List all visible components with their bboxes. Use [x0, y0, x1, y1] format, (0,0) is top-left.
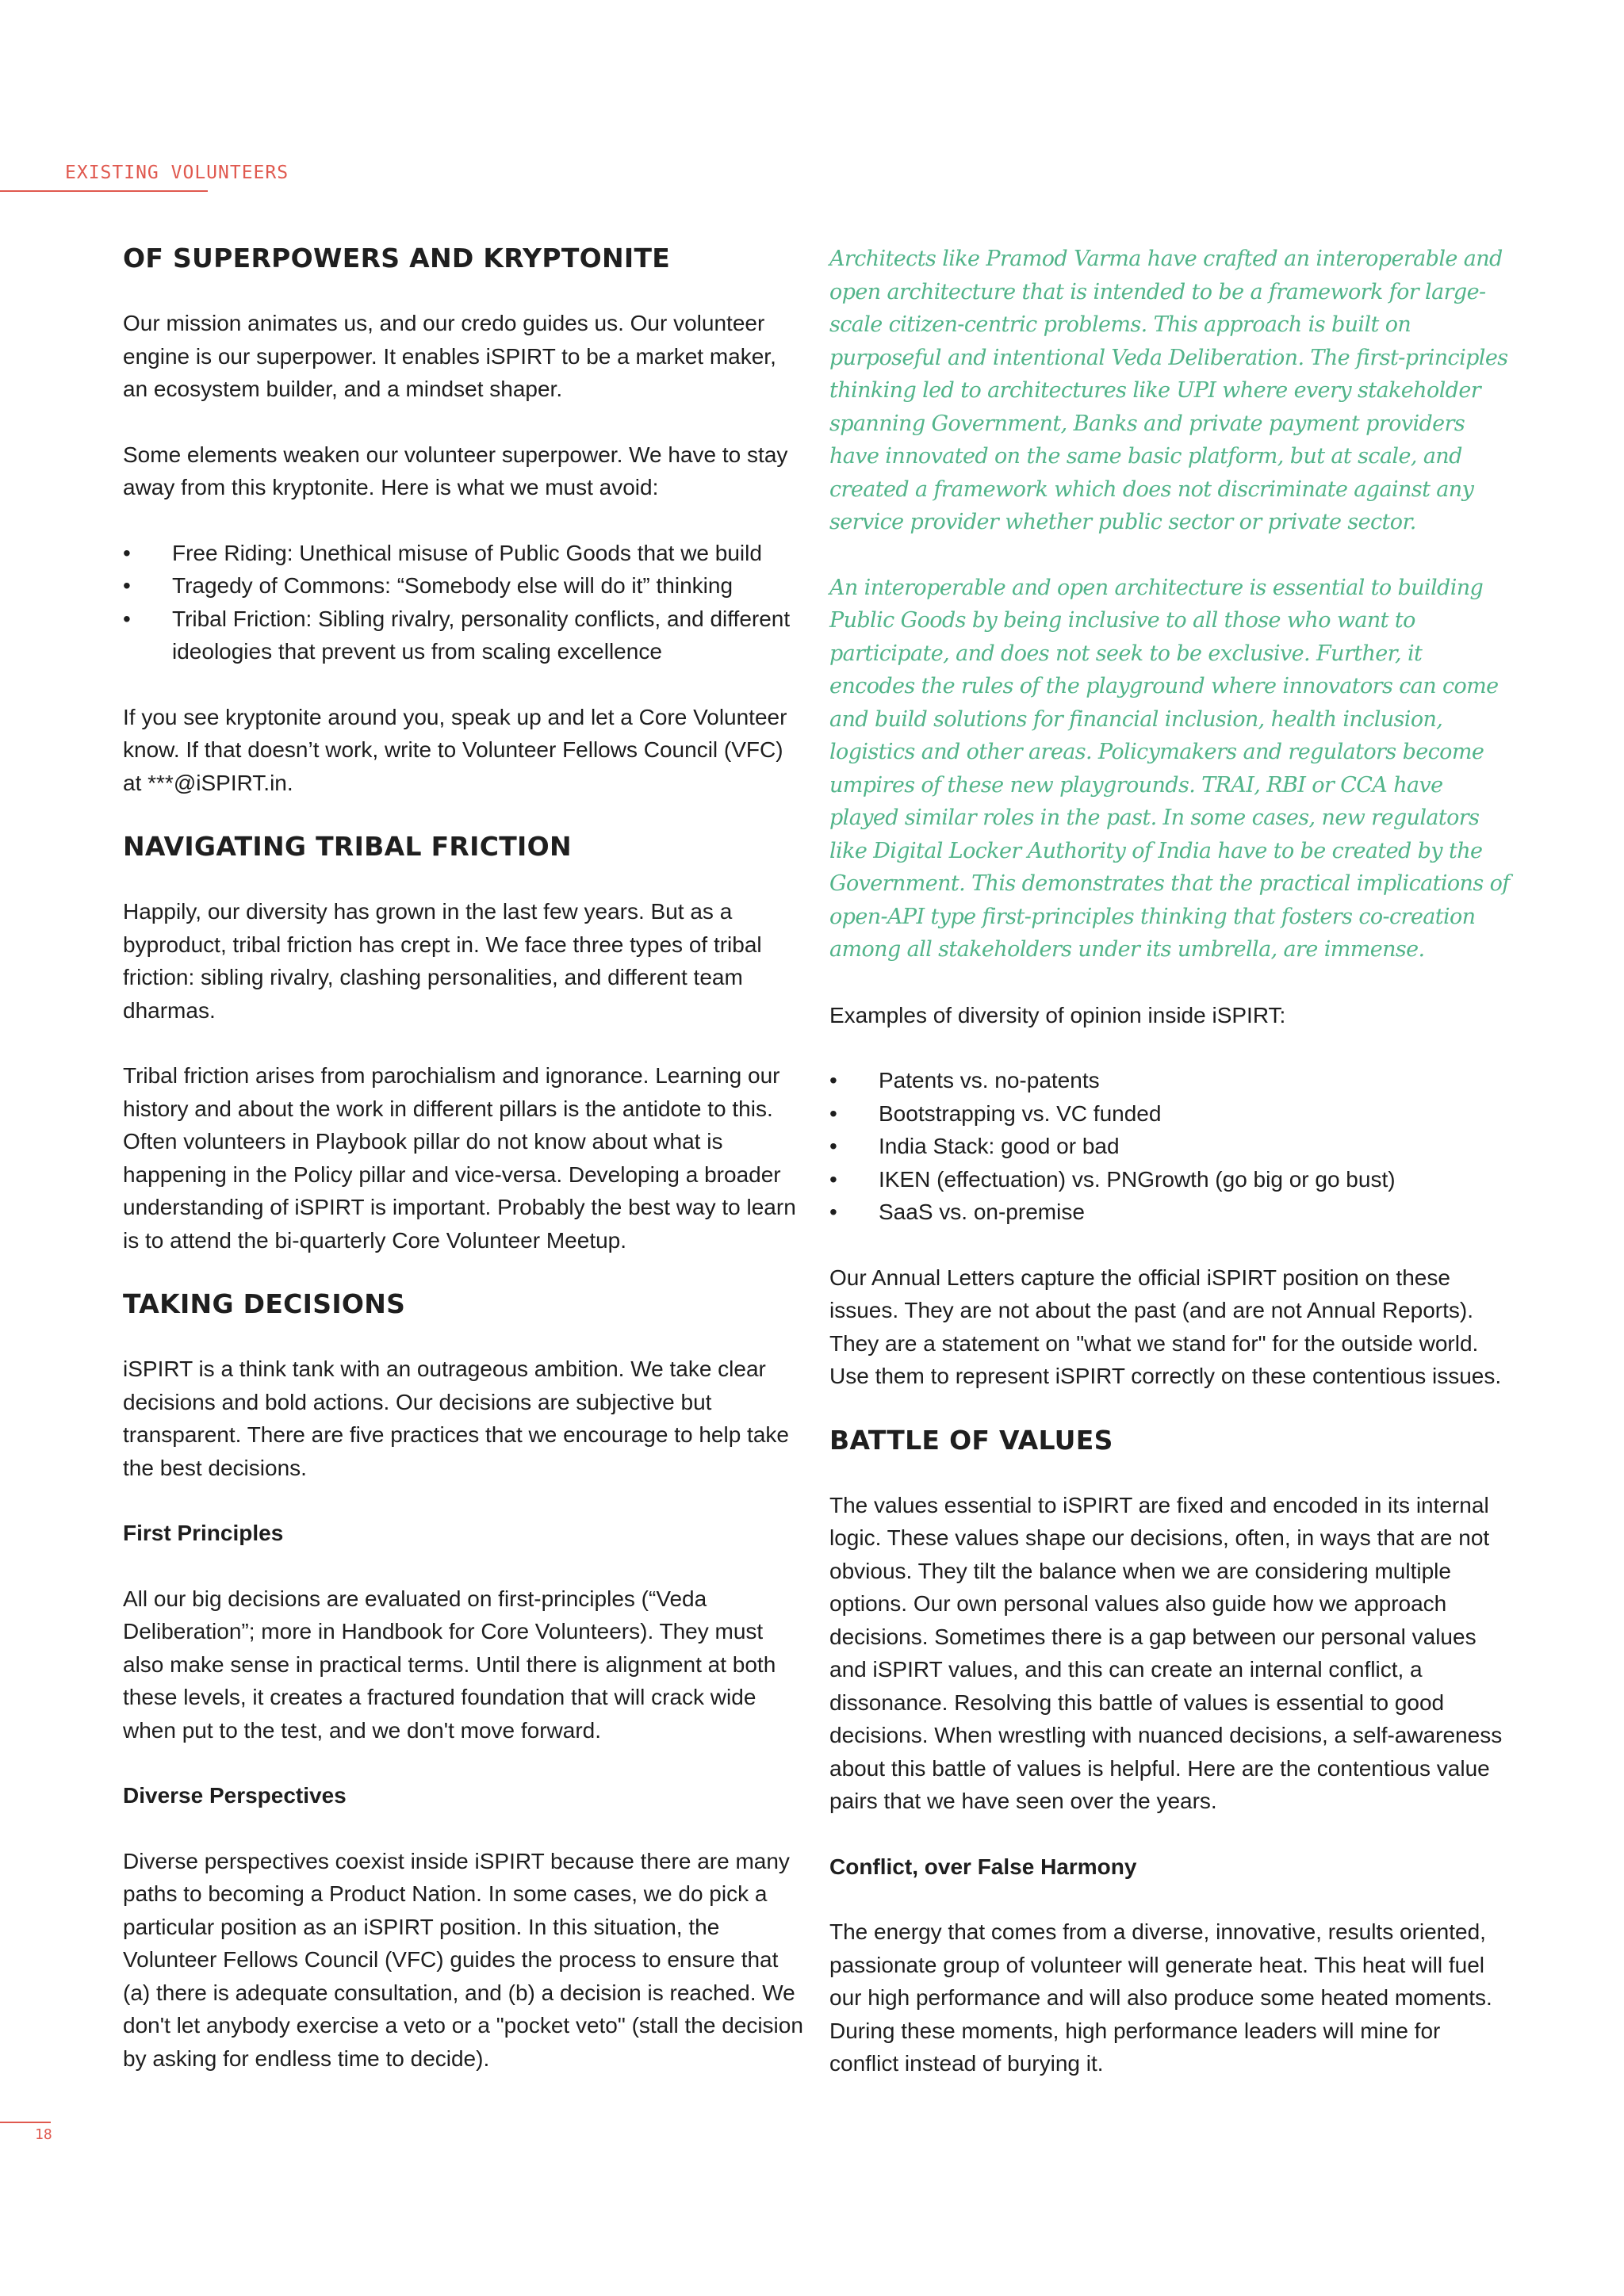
- avoid-list: [123, 537, 805, 668]
- paragraph-kryptonite: Some elements weaken our volunteer superpower. We have to stay away from this kryptonite. Here is what we must avoid:: [123, 442, 788, 499]
- heading-superpowers: OF SUPERPOWERS AND KRYPTONITE: [123, 243, 671, 274]
- section-label: EXISTING VOLUNTEERS: [65, 163, 289, 183]
- list-item: • IKEN (effectuation) vs. PNGrowth (go big or go bust): [829, 1163, 1511, 1196]
- paragraph-parochialism: Tribal friction arises from parochialism and ignorance. Learning our history and about the work in different pillars is the antidote to this. Often volunteers in Playbook pillar do not know about what is happening in the Policy pillar and vice-versa. Developing a broader understanding of iSPIRT is important. Probably the best way to learn is to attend the bi-quarterly Core Volunteer Meetup.: [123, 1063, 796, 1253]
- subheading-diverse-perspectives: Diverse Perspectives: [123, 1783, 347, 1808]
- paragraph-mission: Our mission animates us, and our credo guides us. Our volunteer engine is our superpower. It enables iSPIRT to be a market maker, an ecosystem builder, and a mindset shaper.: [123, 311, 776, 401]
- paragraph-diverse-perspectives: Diverse perspectives coexist inside iSPIRT because there are many paths to becoming a Product Nation. In some cases, we do pick a particular position as an iSPIRT position. In this situation, the Volunteer Fellows Council (VFC) guides the process to ensure that (a) there is adequate consultation, and (b) a decision is reached. We don't let anybody exercise a veto or a "pocket veto" (stall the decision by asking for endless time to decide).: [123, 1848, 803, 2071]
- list-item: • India Stack: good or bad: [829, 1130, 1511, 1163]
- left-column: [123, 243, 805, 2075]
- subheading-conflict: Conflict, over False Harmony: [829, 1854, 1137, 1879]
- list-item: • SaaS vs. on-premise: [829, 1196, 1511, 1229]
- paragraph-speak-up: If you see kryptonite around you, speak up and let a Core Volunteer know. If that doesn’t work, write to Volunteer Fellows Council (VFC) at ***@iSPIRT.in.: [123, 704, 787, 795]
- list-item: • Tribal Friction: Sibling rivalry, personality conflicts, and different ideologies that prevent us from scaling excellence: [123, 603, 805, 668]
- heading-battle-of-values: BATTLE OF VALUES: [829, 1424, 1113, 1456]
- paragraph-values: The values essential to iSPIRT are fixed and encoded in its internal logic. These values shape our decisions, often, in ways that are not obvious. They tilt the balance when we are considering multiple options. Our own personal values also guide how we approach decisions. Sometimes there is a gap between our personal values and iSPIRT values, and this can create an internal conflict, a dissonance. Resolving this battle of values is essential to good decisions. When wrestling with nuanced decisions, a self-awareness about this battle of values is helpful. Here are the contentious value pairs that we have seen over the years.: [829, 1492, 1503, 1813]
- paragraph-diversity: Happily, our diversity has grown in the last few years. But as a byproduct, tribal friction has crept in. We face three types of tribal friction: sibling rivalry, clashing personalities, and different team dharmas.: [123, 899, 762, 1023]
- paragraph-first-principles: All our big decisions are evaluated on first-principles (“Veda Deliberation”; more in Handbook for Core Volunteers). They must also make sense in practical terms. Until there is alignment at both these levels, it creates a fractured foundation that will crack wide when put to the test, and we don't move forward.: [123, 1586, 776, 1743]
- quote-open-architecture: An interoperable and open architecture is essential to building Public Goods by being inclusive to all those who want to participate, and does not seek to be exclusive. Further, it encodes the rules of the playground where innovators can come and build solutions for financial inclusion, health inclusion, logistics and other areas. Policymakers and regulators become umpires of these new playgrounds. TRAI, RBI or CCA have played similar roles in the past. In some cases, new regulators like Digital Locker Authority of India have to be created by the Government. This demonstrates that the practical implications of open-API type first-principles thinking that fosters co-creation among all stakeholders under its umbrella, are immense.: [829, 575, 1510, 962]
- right-column: [829, 243, 1511, 2080]
- list-item: • Free Riding: Unethical misuse of Public Goods that we build: [123, 537, 805, 570]
- paragraph-examples-intro: Examples of diversity of opinion inside iSPIRT:: [829, 1002, 1286, 1027]
- page-number: 18: [35, 2126, 52, 2143]
- paragraph-annual-letters: Our Annual Letters capture the official iSPIRT position on these issues. They are not about the past (and are not Annual Reports). They are a statement on "what we stand for" for the outside world. Use them to represent iSPIRT correctly on these contentious issues.: [829, 1265, 1502, 1388]
- list-item: • Patents vs. no-patents: [829, 1064, 1511, 1097]
- page-number-rule: [0, 2122, 51, 2123]
- list-item: • Bootstrapping vs. VC funded: [829, 1097, 1511, 1131]
- paragraph-think-tank: iSPIRT is a think tank with an outrageous ambition. We take clear decisions and bold actions. Our decisions are subjective but transparent. There are five practices that we encourage to help take the best decisions.: [123, 1357, 789, 1480]
- subheading-first-principles: First Principles: [123, 1521, 284, 1545]
- list-item: • Tragedy of Commons: “Somebody else will do it” thinking: [123, 569, 805, 603]
- quote-pramod-varma: Architects like Pramod Varma have crafted an interoperable and open architecture that is intended to be a framework for large-scale citizen-centric problems. This approach is built on purposeful and intentional Veda Deliberation. The first-principles thinking led to architectures like UPI where every stakeholder spanning Government, Banks and private payment providers have innovated on the same basic platform, but at scale, and created a framework which does not discriminate against any service provider whether public sector or private sector.: [829, 247, 1508, 534]
- diversity-list: [829, 1064, 1511, 1229]
- paragraph-conflict: The energy that comes from a diverse, innovative, results oriented, passionate group of volunteer will generate heat. This heat will fuel our high performance and will also produce some heated moments. During these moments, high performance leaders will mine for conflict instead of burying it.: [829, 1919, 1492, 2076]
- heading-tribal-friction: NAVIGATING TRIBAL FRICTION: [123, 831, 572, 862]
- section-rule: [0, 190, 208, 192]
- heading-taking-decisions: TAKING DECISIONS: [123, 1288, 406, 1319]
